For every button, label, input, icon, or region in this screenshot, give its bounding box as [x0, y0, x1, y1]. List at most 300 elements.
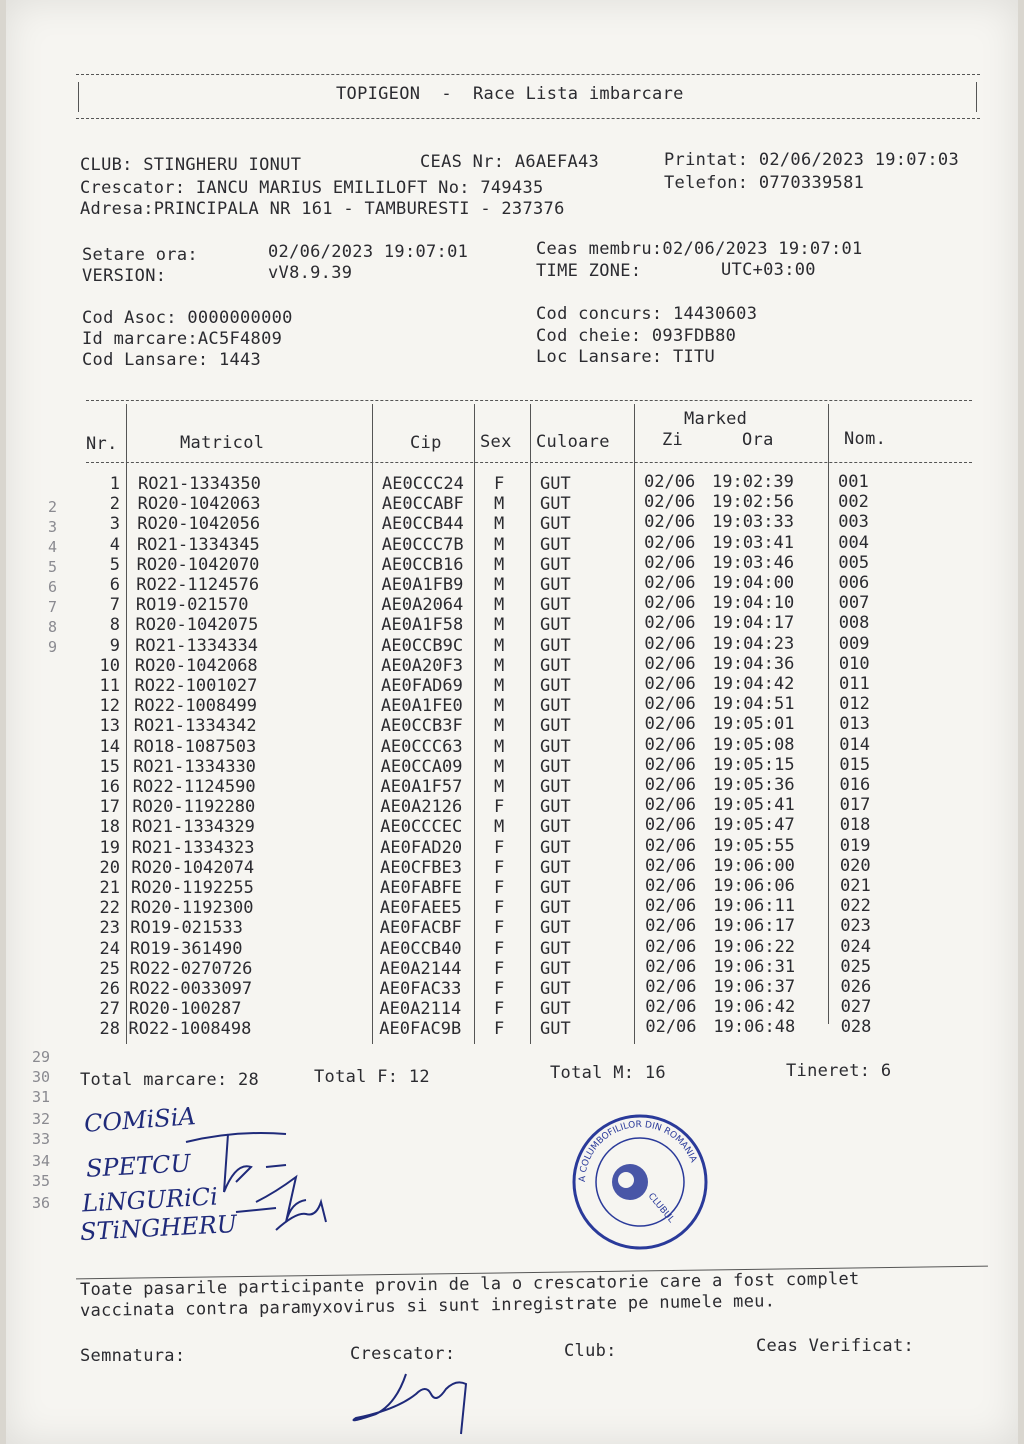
cell-culoare: GUT: [540, 534, 571, 555]
margin-number: 5: [48, 558, 58, 576]
cell-matricol: RO20-1192300: [130, 898, 254, 919]
cell-zi: 02/06: [644, 653, 696, 674]
cell-nom: 028: [840, 1017, 872, 1038]
cell-cip: AE0FAC9B: [379, 1019, 462, 1040]
cell-nr: 10: [99, 655, 120, 676]
cell-nom: 014: [839, 734, 871, 755]
cell-sex: M: [494, 514, 505, 535]
table-row: [6, 754, 1018, 777]
cell-zi: 02/06: [644, 532, 696, 553]
title-right-border: [976, 82, 977, 112]
column-header-culoare: Culoare: [536, 432, 610, 452]
cell-sex: M: [494, 716, 505, 737]
cell-matricol: RO21-1334329: [132, 817, 255, 838]
margin-number: 29: [32, 1048, 51, 1066]
cell-nr: 6: [109, 575, 120, 595]
phone: Telefon: 0770339581: [664, 173, 865, 193]
cell-nr: 11: [99, 676, 120, 696]
cell-sex: F: [494, 938, 505, 959]
cell-nr: 27: [99, 999, 120, 1020]
cell-nom: 017: [839, 795, 871, 816]
cell-culoare: GUT: [540, 736, 571, 757]
cell-nom: 020: [839, 855, 871, 876]
column-header-matricol: Matricol: [180, 433, 265, 453]
cell-sex: F: [494, 837, 505, 858]
margin-number: 6: [48, 578, 58, 596]
cell-ora: 19:05:47: [712, 815, 795, 836]
cell-ora: 19:02:56: [712, 492, 794, 513]
cell-ora: 19:05:08: [712, 734, 795, 755]
table-row: [6, 615, 1018, 635]
handwritten-name-2: LiNGURiCi: [81, 1182, 219, 1218]
cell-culoare: GUT: [540, 938, 571, 959]
cell-nom: 026: [840, 977, 872, 997]
cell-nom: 002: [838, 492, 869, 513]
cell-culoare: GUT: [540, 898, 571, 919]
cell-cip: AE0A20F3: [381, 655, 463, 676]
cell-matricol: RO22-0270726: [129, 958, 253, 979]
cell-culoare: GUT: [540, 797, 571, 818]
vaccination-statement-line2: vaccinata contra paramyxovirus si sunt inregistrate pe numele meu.: [79, 1291, 776, 1321]
margin-number: 35: [32, 1172, 51, 1190]
cell-nr: 22: [99, 898, 120, 919]
cell-sex: M: [494, 676, 505, 696]
cell-sex: M: [494, 817, 505, 838]
cell-sex: M: [494, 655, 505, 676]
cell-zi: 02/06: [644, 573, 696, 593]
cell-cip: AE0CCB16: [381, 554, 464, 575]
clock-verified-label: Ceas Verificat:: [756, 1336, 915, 1356]
printed-sheet: [6, 0, 1018, 1444]
cell-culoare: GUT: [540, 554, 571, 575]
table-row: [6, 575, 1018, 595]
stamp-inner-text: CLUBUL: [645, 1191, 677, 1225]
margin-number: 9: [48, 638, 58, 656]
cell-zi: 02/06: [645, 876, 697, 896]
cell-sex: M: [494, 575, 505, 595]
cell-culoare: GUT: [540, 575, 571, 595]
signature-scribbles: [176, 1122, 376, 1252]
print-date: Printat: 02/06/2023 19:07:03: [664, 150, 959, 170]
table-row: [6, 552, 1018, 575]
table-row: [6, 817, 1018, 837]
cell-sex: F: [494, 979, 505, 999]
total-marked: Total marcare: 28: [80, 1070, 260, 1090]
cell-nr: 19: [99, 837, 120, 858]
cell-culoare: GUT: [540, 777, 571, 797]
cell-nr: 18: [99, 817, 120, 838]
cell-culoare: GUT: [540, 979, 571, 999]
table-row: [6, 835, 1018, 858]
cell-culoare: GUT: [540, 1019, 571, 1040]
cell-matricol: RO21-1334342: [133, 716, 257, 737]
cell-ora: 19:05:01: [712, 714, 795, 735]
version-label: VERSION:: [82, 266, 167, 286]
cell-nr: 23: [99, 918, 120, 939]
title-bottom-border: [76, 118, 980, 119]
cell-nr: 26: [99, 979, 120, 999]
table-row: [6, 514, 1018, 534]
launch-place: Loc Lansare: TITU: [536, 347, 716, 367]
cell-culoare: GUT: [540, 857, 571, 878]
cell-ora: 19:04:00: [712, 573, 795, 593]
cell-matricol: RO22-1124590: [132, 777, 256, 797]
cell-matricol: RO21-1334345: [136, 534, 260, 555]
cell-zi: 02/06: [644, 552, 696, 573]
cell-ora: 19:06:31: [713, 956, 796, 977]
cell-ora: 19:04:23: [712, 633, 795, 654]
cell-zi: 02/06: [645, 936, 697, 957]
cell-cip: AE0CCC63: [380, 736, 463, 757]
cell-nom: 007: [838, 593, 870, 614]
club-name: CLUB: STINGHERU IONUT: [80, 155, 302, 175]
cell-zi: 02/06: [644, 472, 696, 492]
cell-matricol: RO19-361490: [129, 938, 243, 959]
margin-number: 33: [32, 1130, 51, 1148]
cell-nr: 13: [99, 716, 120, 737]
cell-cip: AE0CCABF: [381, 494, 464, 515]
cell-matricol: RO20-1042068: [134, 655, 258, 676]
cell-ora: 19:03:33: [712, 512, 794, 533]
contest-code: Cod concurs: 14430603: [536, 304, 758, 324]
timezone-value: UTC+03:00: [721, 260, 816, 280]
cell-ora: 19:06:06: [713, 876, 795, 896]
page-title: TOPIGEON - Race Lista imbarcare: [336, 84, 684, 104]
cell-nom: 018: [839, 815, 871, 836]
youth-count: Tineret: 6: [786, 1061, 892, 1081]
cell-ora: 19:06:17: [713, 916, 795, 937]
cell-ora: 19:04:42: [712, 674, 795, 694]
cell-zi: 02/06: [644, 593, 696, 614]
key-code: Cod cheie: 093FDB80: [536, 326, 737, 346]
cell-sex: F: [494, 1019, 505, 1040]
cell-cip: AE0CCC7B: [381, 534, 464, 555]
cell-ora: 19:05:36: [712, 775, 795, 795]
table-row: [6, 999, 1018, 1019]
cell-nom: 004: [838, 532, 870, 553]
cell-zi: 02/06: [644, 492, 696, 513]
cell-sex: M: [494, 756, 505, 777]
cell-nom: 009: [838, 633, 870, 654]
cell-sex: M: [494, 494, 505, 515]
total-females: Total F: 12: [314, 1067, 430, 1087]
cell-nom: 006: [838, 573, 870, 593]
cell-cip: AE0A2126: [380, 797, 463, 818]
cell-matricol: RO21-1334330: [133, 756, 256, 777]
cell-nr: 5: [109, 554, 120, 575]
margin-number: 2: [48, 498, 58, 516]
ceas-number: CEAS Nr: A6AEFA43: [420, 152, 600, 172]
signature-label: Semnatura:: [80, 1346, 186, 1366]
column-header-zi: Zi: [662, 430, 684, 450]
margin-number: 3: [48, 518, 58, 536]
table-row: [6, 878, 1018, 898]
cell-nom: 022: [840, 896, 871, 917]
cell-cip: AE0A1F57: [380, 777, 463, 797]
cell-cip: AE0FAEE5: [379, 898, 462, 919]
table-row: [6, 777, 1018, 797]
cell-matricol: RO19-021570: [135, 595, 249, 616]
cell-sex: M: [494, 534, 505, 555]
cell-culoare: GUT: [540, 756, 571, 777]
cell-zi: 02/06: [644, 775, 696, 795]
handwritten-name-3: STiNGHERU: [79, 1209, 238, 1247]
version-value: vV8.9.39: [268, 263, 353, 283]
column-header-nom: Nom.: [844, 429, 887, 449]
cell-cip: AE0A1F58: [381, 615, 464, 636]
margin-number: 7: [48, 598, 58, 616]
cell-culoare: GUT: [540, 716, 571, 737]
margin-number: 30: [32, 1068, 51, 1086]
cell-nr: 14: [99, 736, 120, 757]
cell-matricol: RO20-1042070: [136, 554, 260, 575]
table-row: [6, 532, 1018, 555]
handwritten-name-1: SPETCU: [85, 1149, 192, 1183]
cell-sex: F: [494, 999, 505, 1020]
table-row: [6, 918, 1018, 938]
table-row: [6, 936, 1018, 959]
table-header-rule: [86, 462, 972, 463]
cell-nom: 011: [839, 674, 870, 694]
table-row: [6, 633, 1018, 656]
cell-sex: M: [494, 777, 505, 797]
cell-ora: 19:04:10: [712, 593, 795, 614]
table-row: [6, 797, 1018, 817]
cell-ora: 19:03:41: [712, 532, 795, 553]
cell-sex: F: [494, 918, 505, 939]
cell-culoare: GUT: [540, 918, 571, 939]
cell-matricol: RO20-1042063: [137, 494, 261, 515]
table-row: [6, 956, 1018, 979]
column-header-marked: Marked: [684, 409, 748, 429]
cell-matricol: RO20-1042075: [135, 615, 259, 636]
cell-zi: 02/06: [645, 896, 697, 917]
cell-matricol: RO18-1087503: [133, 736, 257, 757]
table-row: [6, 979, 1018, 999]
column-header-ora: Ora: [742, 430, 774, 450]
cell-nom: 016: [839, 775, 871, 795]
cell-nr: 24: [99, 938, 120, 959]
breeder: Crescator: IANCU MARIUS EMILILOFT No: 749435: [80, 178, 544, 198]
cell-matricol: RO22-1124576: [136, 575, 260, 595]
cell-sex: M: [494, 635, 505, 656]
cell-cip: AE0CCB9C: [381, 635, 464, 656]
cell-ora: 19:04:36: [712, 653, 795, 674]
cell-zi: 02/06: [644, 815, 697, 836]
cell-sex: M: [494, 696, 505, 717]
cell-ora: 19:05:15: [712, 754, 795, 775]
cell-cip: AE0FAC33: [379, 979, 462, 999]
cell-zi: 02/06: [645, 977, 697, 997]
cell-cip: AE0FAD20: [380, 837, 463, 858]
cell-nom: 023: [840, 916, 871, 937]
cell-cip: AE0A2114: [379, 999, 462, 1020]
table-row: [6, 898, 1018, 918]
handwritten-commission: COMiSiA: [83, 1102, 197, 1138]
timezone-label: TIME ZONE:: [536, 261, 642, 281]
cell-nr: 1: [109, 474, 120, 494]
margin-number: 8: [48, 618, 58, 636]
cell-matricol: RO22-1001027: [134, 676, 258, 696]
cell-nr: 4: [109, 534, 120, 555]
table-row: [6, 494, 1018, 514]
total-males: Total M: 16: [550, 1063, 666, 1083]
breeder-signature: [336, 1364, 496, 1444]
set-time-value: 02/06/2023 19:07:01: [268, 242, 469, 262]
cell-cip: AE0FAD69: [381, 676, 463, 696]
cell-ora: 19:05:41: [712, 795, 795, 816]
cell-culoare: GUT: [540, 958, 571, 979]
cell-matricol: RO21-1334334: [135, 635, 259, 656]
cell-culoare: GUT: [540, 615, 571, 636]
cell-ora: 19:06:00: [712, 855, 795, 876]
cell-cip: AE0FACBF: [379, 918, 462, 939]
cell-nom: 010: [838, 653, 870, 674]
cell-matricol: RO21-1334350: [138, 474, 261, 494]
cell-cip: AE0A2144: [379, 958, 462, 979]
cell-zi: 02/06: [645, 956, 697, 977]
cell-nom: 015: [839, 754, 871, 775]
table-row: [6, 855, 1018, 878]
margin-number: 36: [32, 1194, 51, 1212]
cell-nr: 17: [99, 797, 120, 818]
column-header-nr: Nr.: [86, 434, 118, 454]
association-stamp: [570, 1112, 710, 1252]
cell-matricol: RO21-1334323: [131, 837, 255, 858]
cell-matricol: RO22-1008499: [134, 696, 257, 717]
column-header-cip: Cip: [410, 433, 442, 453]
cell-matricol: RO22-0033097: [129, 979, 253, 999]
table-row: [6, 734, 1018, 757]
cell-culoare: GUT: [540, 817, 571, 838]
cell-ora: 19:02:39: [712, 472, 794, 492]
cell-ora: 19:03:46: [712, 552, 795, 573]
margin-number: 34: [32, 1152, 51, 1170]
cell-matricol: RO20-1192255: [131, 878, 254, 898]
cell-sex: M: [494, 554, 505, 575]
cell-cip: AE0A2064: [381, 595, 464, 616]
cell-culoare: GUT: [540, 514, 571, 535]
cell-cip: AE0A1FB9: [381, 575, 464, 595]
cell-nr: 9: [109, 635, 120, 656]
table-row: [6, 1019, 1018, 1039]
cell-matricol: RO20-1192280: [132, 797, 256, 818]
cell-nom: 021: [840, 876, 871, 896]
cell-culoare: GUT: [540, 494, 571, 515]
cell-nom: 024: [840, 936, 872, 957]
cell-cip: AE0CCA09: [380, 756, 463, 777]
cell-nom: 027: [840, 997, 872, 1018]
cell-matricol: RO22-1008498: [128, 1019, 252, 1040]
cell-cip: AE0CFBE3: [380, 857, 462, 878]
cell-zi: 02/06: [644, 714, 696, 735]
title-top-border: [76, 74, 980, 75]
cell-zi: 02/06: [644, 512, 696, 533]
cell-cip: AE0CCB40: [379, 938, 462, 959]
table-row: [6, 696, 1018, 716]
club-signature-label: Club:: [564, 1341, 617, 1361]
cell-nr: 15: [99, 756, 120, 777]
table-row: [6, 716, 1018, 736]
cell-nom: 001: [838, 472, 869, 492]
cell-culoare: GUT: [540, 696, 571, 717]
cell-nr: 7: [109, 595, 120, 616]
cell-zi: 02/06: [645, 997, 697, 1018]
cell-culoare: GUT: [540, 655, 571, 676]
cell-zi: 02/06: [644, 795, 696, 816]
cell-sex: F: [494, 474, 505, 494]
cell-zi: 02/06: [645, 916, 697, 937]
title-left-border: [78, 82, 79, 112]
cell-culoare: GUT: [540, 837, 571, 858]
cell-ora: 19:06:11: [713, 896, 795, 917]
cell-nom: 008: [838, 613, 870, 634]
cell-sex: F: [494, 857, 505, 878]
address: Adresa:PRINCIPALA NR 161 - TAMBURESTI - 237376: [80, 199, 565, 219]
cell-culoare: GUT: [540, 878, 571, 898]
cell-sex: M: [494, 736, 505, 757]
cell-nr: 20: [99, 857, 120, 878]
cell-culoare: GUT: [540, 999, 571, 1020]
cell-nr: 3: [109, 514, 120, 535]
cell-ora: 19:06:42: [713, 997, 796, 1018]
breeder-signature-label: Crescator:: [350, 1344, 456, 1364]
cell-culoare: GUT: [540, 595, 571, 616]
cell-sex: F: [494, 797, 505, 818]
cell-ora: 19:06:48: [713, 1017, 796, 1038]
cell-cip: AE0CCC24: [382, 474, 464, 494]
set-time-label: Setare ora:: [82, 245, 198, 265]
cell-culoare: GUT: [540, 474, 571, 494]
cell-nr: 25: [99, 958, 120, 979]
cell-nom: 003: [838, 512, 869, 533]
member-clock: Ceas membru:02/06/2023 19:07:01: [536, 239, 863, 259]
cell-cip: AE0FABFE: [380, 878, 462, 898]
cell-ora: 19:05:55: [712, 835, 795, 856]
cell-zi: 02/06: [644, 674, 696, 694]
cell-zi: 02/06: [644, 835, 697, 856]
cell-ora: 19:06:22: [713, 936, 796, 957]
cell-zi: 02/06: [644, 694, 696, 715]
table-row: [6, 595, 1018, 615]
cell-zi: 02/06: [644, 754, 696, 775]
cell-sex: F: [494, 898, 505, 919]
cell-zi: 02/06: [644, 633, 696, 654]
assoc-code: Cod Asoc: 0000000000: [82, 308, 293, 328]
cell-nr: 16: [99, 777, 120, 797]
launch-code: Cod Lansare: 1443: [82, 350, 262, 370]
cell-nom: 025: [840, 956, 872, 977]
cell-sex: F: [494, 958, 505, 979]
cell-nr: 8: [109, 615, 120, 636]
table-row: [6, 474, 1018, 494]
margin-number: 32: [32, 1110, 51, 1128]
table-top-rule: [86, 400, 972, 401]
vaccination-statement-line1: Toate pasarile participante provin de la o crescatorie care a fost complet: [79, 1269, 860, 1300]
table-row: [6, 653, 1018, 676]
cell-matricol: RO19-021533: [130, 918, 243, 939]
cell-matricol: RO20-1042056: [137, 514, 261, 535]
cell-zi: 02/06: [645, 1017, 697, 1038]
cell-cip: AE0CCB3F: [380, 716, 463, 737]
cell-matricol: RO20-100287: [128, 999, 242, 1020]
column-header-sex: Sex: [480, 432, 512, 452]
cell-culoare: GUT: [540, 676, 571, 696]
cell-culoare: GUT: [540, 635, 571, 656]
cell-ora: 19:06:37: [713, 977, 796, 997]
cell-zi: 02/06: [644, 613, 696, 634]
cell-sex: M: [494, 615, 505, 636]
